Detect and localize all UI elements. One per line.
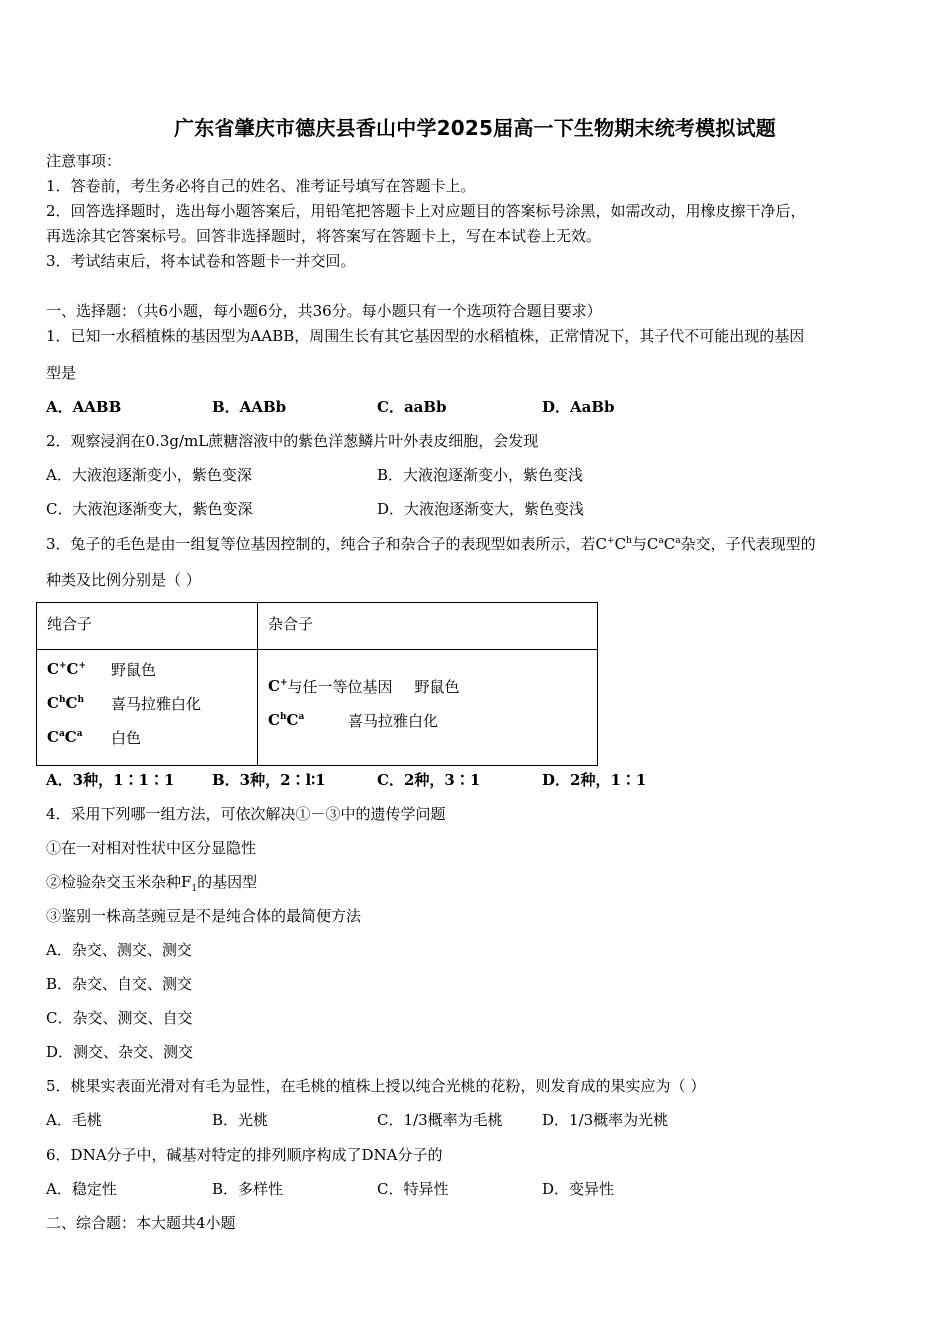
q4-item-3: ③鉴别一株高茎豌豆是不是纯合体的最简便方法: [46, 907, 362, 925]
notice-item-2-cont: 再选涂其它答案标号。回答非选择题时，将答案写在答题卡上，写在本试卷上无效。: [46, 227, 602, 245]
q2-option-b[interactable]: B．大液泡逐渐变小，紫色变浅: [377, 466, 584, 484]
notice-heading: 注意事项：: [46, 152, 122, 170]
q3-option-c[interactable]: C．2种，3∶1: [377, 771, 481, 789]
q5-option-a[interactable]: A．毛桃: [46, 1111, 102, 1129]
q5-option-b[interactable]: B．光桃: [212, 1111, 269, 1129]
q3-option-d[interactable]: D．2种，1∶1: [542, 771, 647, 789]
q6-stem: 6．DNA分子中，碱基对特定的排列顺序构成了DNA分子的: [46, 1146, 443, 1164]
q4-item-1: ①在一对相对性状中区分显隐性: [46, 839, 257, 857]
q4-option-d[interactable]: D．测交、杂交、测交: [46, 1043, 194, 1061]
q5-stem: 5．桃果实表面光滑对有毛为显性，在毛桃的植株上授以纯合光桃的花粉，则发育成的果实应为（ ）: [46, 1077, 706, 1095]
q1-option-a[interactable]: A．AABB: [46, 398, 122, 416]
section-1-heading: 一、选择题：（共6小题，每小题6分，共36分。每小题只有一个选项符合题目要求）: [46, 302, 602, 320]
notice-item-1: 1．答卷前，考生务必将自己的姓名、准考证号填写在答题卡上。: [46, 177, 476, 195]
notice-item-2: 2．回答选择题时，选出每小题答案后，用铅笔把答题卡上对应题目的答案标号涂黑，如需改动，用橡皮擦干净后，: [46, 202, 806, 220]
table-row: C+C+ 野鼠色: [47, 660, 157, 679]
q6-option-d[interactable]: D．变异性: [542, 1180, 615, 1198]
q1-option-d[interactable]: D．AaBb: [542, 398, 615, 416]
table-row: $C^hC^a$ 喜马拉雅白化: [268, 711, 439, 730]
q6-option-a[interactable]: A．稳定性: [46, 1180, 117, 1198]
hetero-cell: [258, 650, 598, 766]
q5-option-c[interactable]: C．1/3概率为毛桃: [377, 1111, 503, 1129]
q6-option-c[interactable]: C．特异性: [377, 1180, 449, 1198]
q2-option-c[interactable]: C．大液泡逐渐变大，紫色变深: [46, 500, 253, 518]
q4-item-2: ②检验杂交玉米杂种$F_1$的基因型: [46, 873, 258, 894]
q2-stem: 2．观察浸润在0.3g/mL蔗糖溶液中的紫色洋葱鳞片叶外表皮细胞，会发现: [46, 432, 539, 450]
q3-option-a[interactable]: A．3种，1∶1∶1: [46, 771, 175, 789]
q4-option-a[interactable]: A．杂交、测交、测交: [46, 941, 192, 959]
q3-option-b[interactable]: B．3种，2∶l∶1: [212, 771, 326, 789]
genotype-table: [36, 602, 598, 766]
q4-option-b[interactable]: B．杂交、自交、测交: [46, 975, 193, 993]
page-title: 广东省肇庆市德庆县香山中学2025届高一下生物期末统考模拟试题: [174, 116, 776, 140]
q3-stem: 3．兔子的毛色是由一组复等位基因控制的，纯合子和杂合子的表现型如表所示，若$C^+C^h$与$C^aC^a$杂交，子代表现型的: [46, 535, 816, 553]
table-row: C+ 与任一等位基因 野鼠色: [268, 677, 460, 696]
q6-option-b[interactable]: B．多样性: [212, 1180, 284, 1198]
q5-option-d[interactable]: D．1/3概率为光桃: [542, 1111, 669, 1129]
table-row: $C^aC^a$ 白色: [47, 728, 142, 747]
q1-option-c[interactable]: C．aaBb: [377, 398, 447, 416]
section-2-heading: 二、综合题：本大题共4小题: [46, 1214, 236, 1232]
pure-cell: [37, 650, 258, 766]
q3-stem-cont: 种类及比例分别是（ ）: [46, 571, 201, 589]
q4-option-c[interactable]: C．杂交、测交、自交: [46, 1009, 193, 1027]
q1-option-b[interactable]: B．AABb: [212, 398, 287, 416]
notice-item-3: 3．考试结束后，将本试卷和答题卡一并交回。: [46, 252, 356, 270]
q4-stem: 4．采用下列哪一组方法，可依次解决①－③中的遗传学问题: [46, 805, 446, 823]
table-header-pure: 纯合子: [37, 603, 258, 650]
q2-option-d[interactable]: D．大液泡逐渐变大，紫色变浅: [377, 500, 585, 518]
q2-option-a[interactable]: A．大液泡逐渐变小，紫色变深: [46, 466, 252, 484]
q1-stem-cont: 型是: [46, 364, 77, 382]
table-header-hetero: 杂合子: [258, 603, 598, 650]
q1-stem: 1．已知一水稻植株的基因型为AABB，周围生长有其它基因型的水稻植株，正常情况下，其子代不可能出现的基因: [46, 327, 805, 345]
table-row: $C^hC^h$ 喜马拉雅白化: [47, 694, 202, 713]
